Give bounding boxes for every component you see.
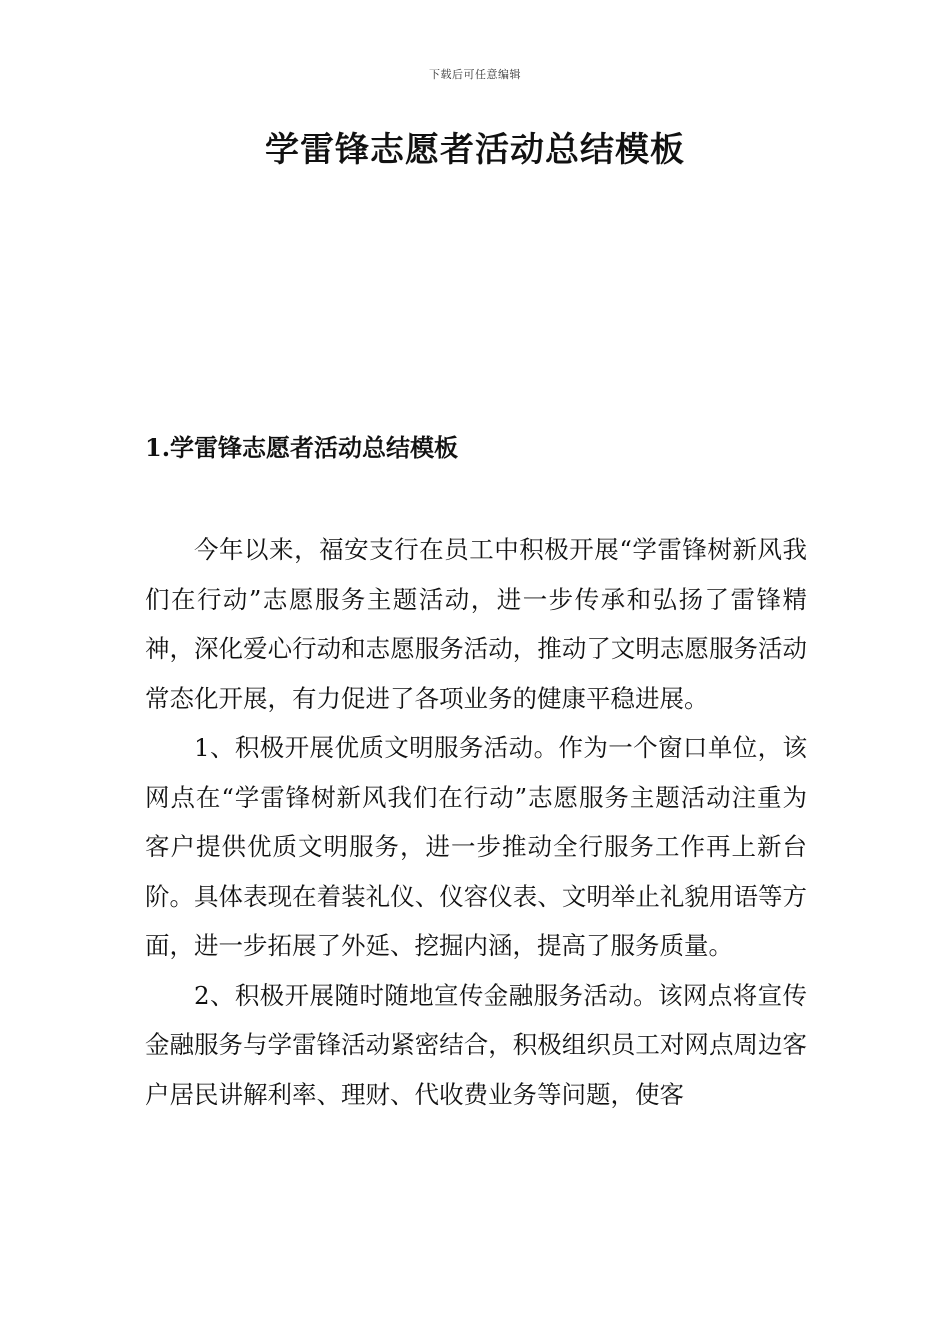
paragraph-item-2: 2、积极开展随时随地宣传金融服务活动。该网点将宣传金融服务与学雷锋活动紧密结合，积极组织员工对网点周边客户居民讲解利率、理财、代收费业务等问题，使客 (145, 980, 807, 1109)
document-body (145, 525, 807, 1119)
document-title: 学雷锋志愿者活动总结模板 (265, 130, 685, 170)
paragraph-item-1: 1、积极开展优质文明服务活动。作为一个窗口单位，该网点在“学雷锋树新风我们在行动”志愿服务主题活动注重为客户提供优质文明服务，进一步推动全行服务工作再上新台阶。具体表现在着装礼仪、仪容仪表、文明举止礼貌用语等方面，进一步拓展了外延、挖掘内涵，提高了服务质量。 (145, 733, 807, 960)
section-heading: 1.学雷锋志愿者活动总结模板 (145, 433, 459, 462)
header-note: 下载后可任意编辑 (429, 68, 521, 81)
paragraph-intro: 今年以来，福安支行在员工中积极开展“学雷锋树新风我们在行动”志愿服务主题活动，进一步传承和弘扬了雷锋精神，深化爱心行动和志愿服务活动，推动了文明志愿服务活动常态化开展，有力促进了各项业务的健康平稳进展。 (145, 535, 807, 713)
